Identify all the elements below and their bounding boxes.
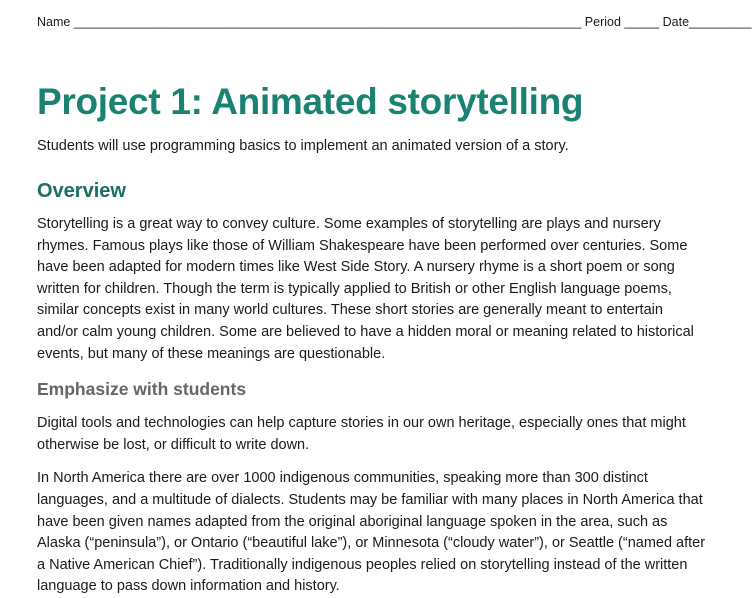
document-page <box>0 14 750 596</box>
project-summary: Students will use programming basics to implement an animated version of a story. <box>37 138 569 154</box>
overview-heading: Overview <box>37 180 126 202</box>
overview-paragraph: Storytelling is a great way to convey culture. Some examples of storytelling are plays and nursery rhymes. Famous plays like those of William Shakespeare have been performed over centuries. Some have been adapted for modern times like West Side Story. A nursery rhyme is a short poem or song written for children. Though the term is typically applied to British or other English language poems, similar concepts exist in many world cultures. These short stories are generally meant to entertain and/or calm young children. Some are believed to have a hidden moral or meaning related to historical events, but many of these meanings are questionable. <box>37 216 694 362</box>
emphasize-paragraph-1: Digital tools and technologies can help capture stories in our own heritage, especially ones that might otherwise be lost, or difficult to write down. <box>37 415 686 453</box>
page-title: Project 1: Animated storytelling <box>37 81 584 122</box>
emphasize-heading: Emphasize with students <box>37 379 247 400</box>
student-info-line: Name _________________________________________________________________________ Period _____ Date_________ <box>37 15 752 29</box>
emphasize-paragraph-2: In North America there are over 1000 indigenous communities, speaking more than 300 distinct languages, and a multitude of dialects. Students may be familiar with many places in North America that have been given names adapted from the original aboriginal language spoken in the area, such as Alaska (“peninsula”), or Ontario (“beautiful lake”), or Minnesota (“cloudy water”), or Seattle (“named after a Native American Chief”). Traditionally indigenous peoples relied on storytelling instead of the written language to pass down information and history. <box>37 470 706 595</box>
